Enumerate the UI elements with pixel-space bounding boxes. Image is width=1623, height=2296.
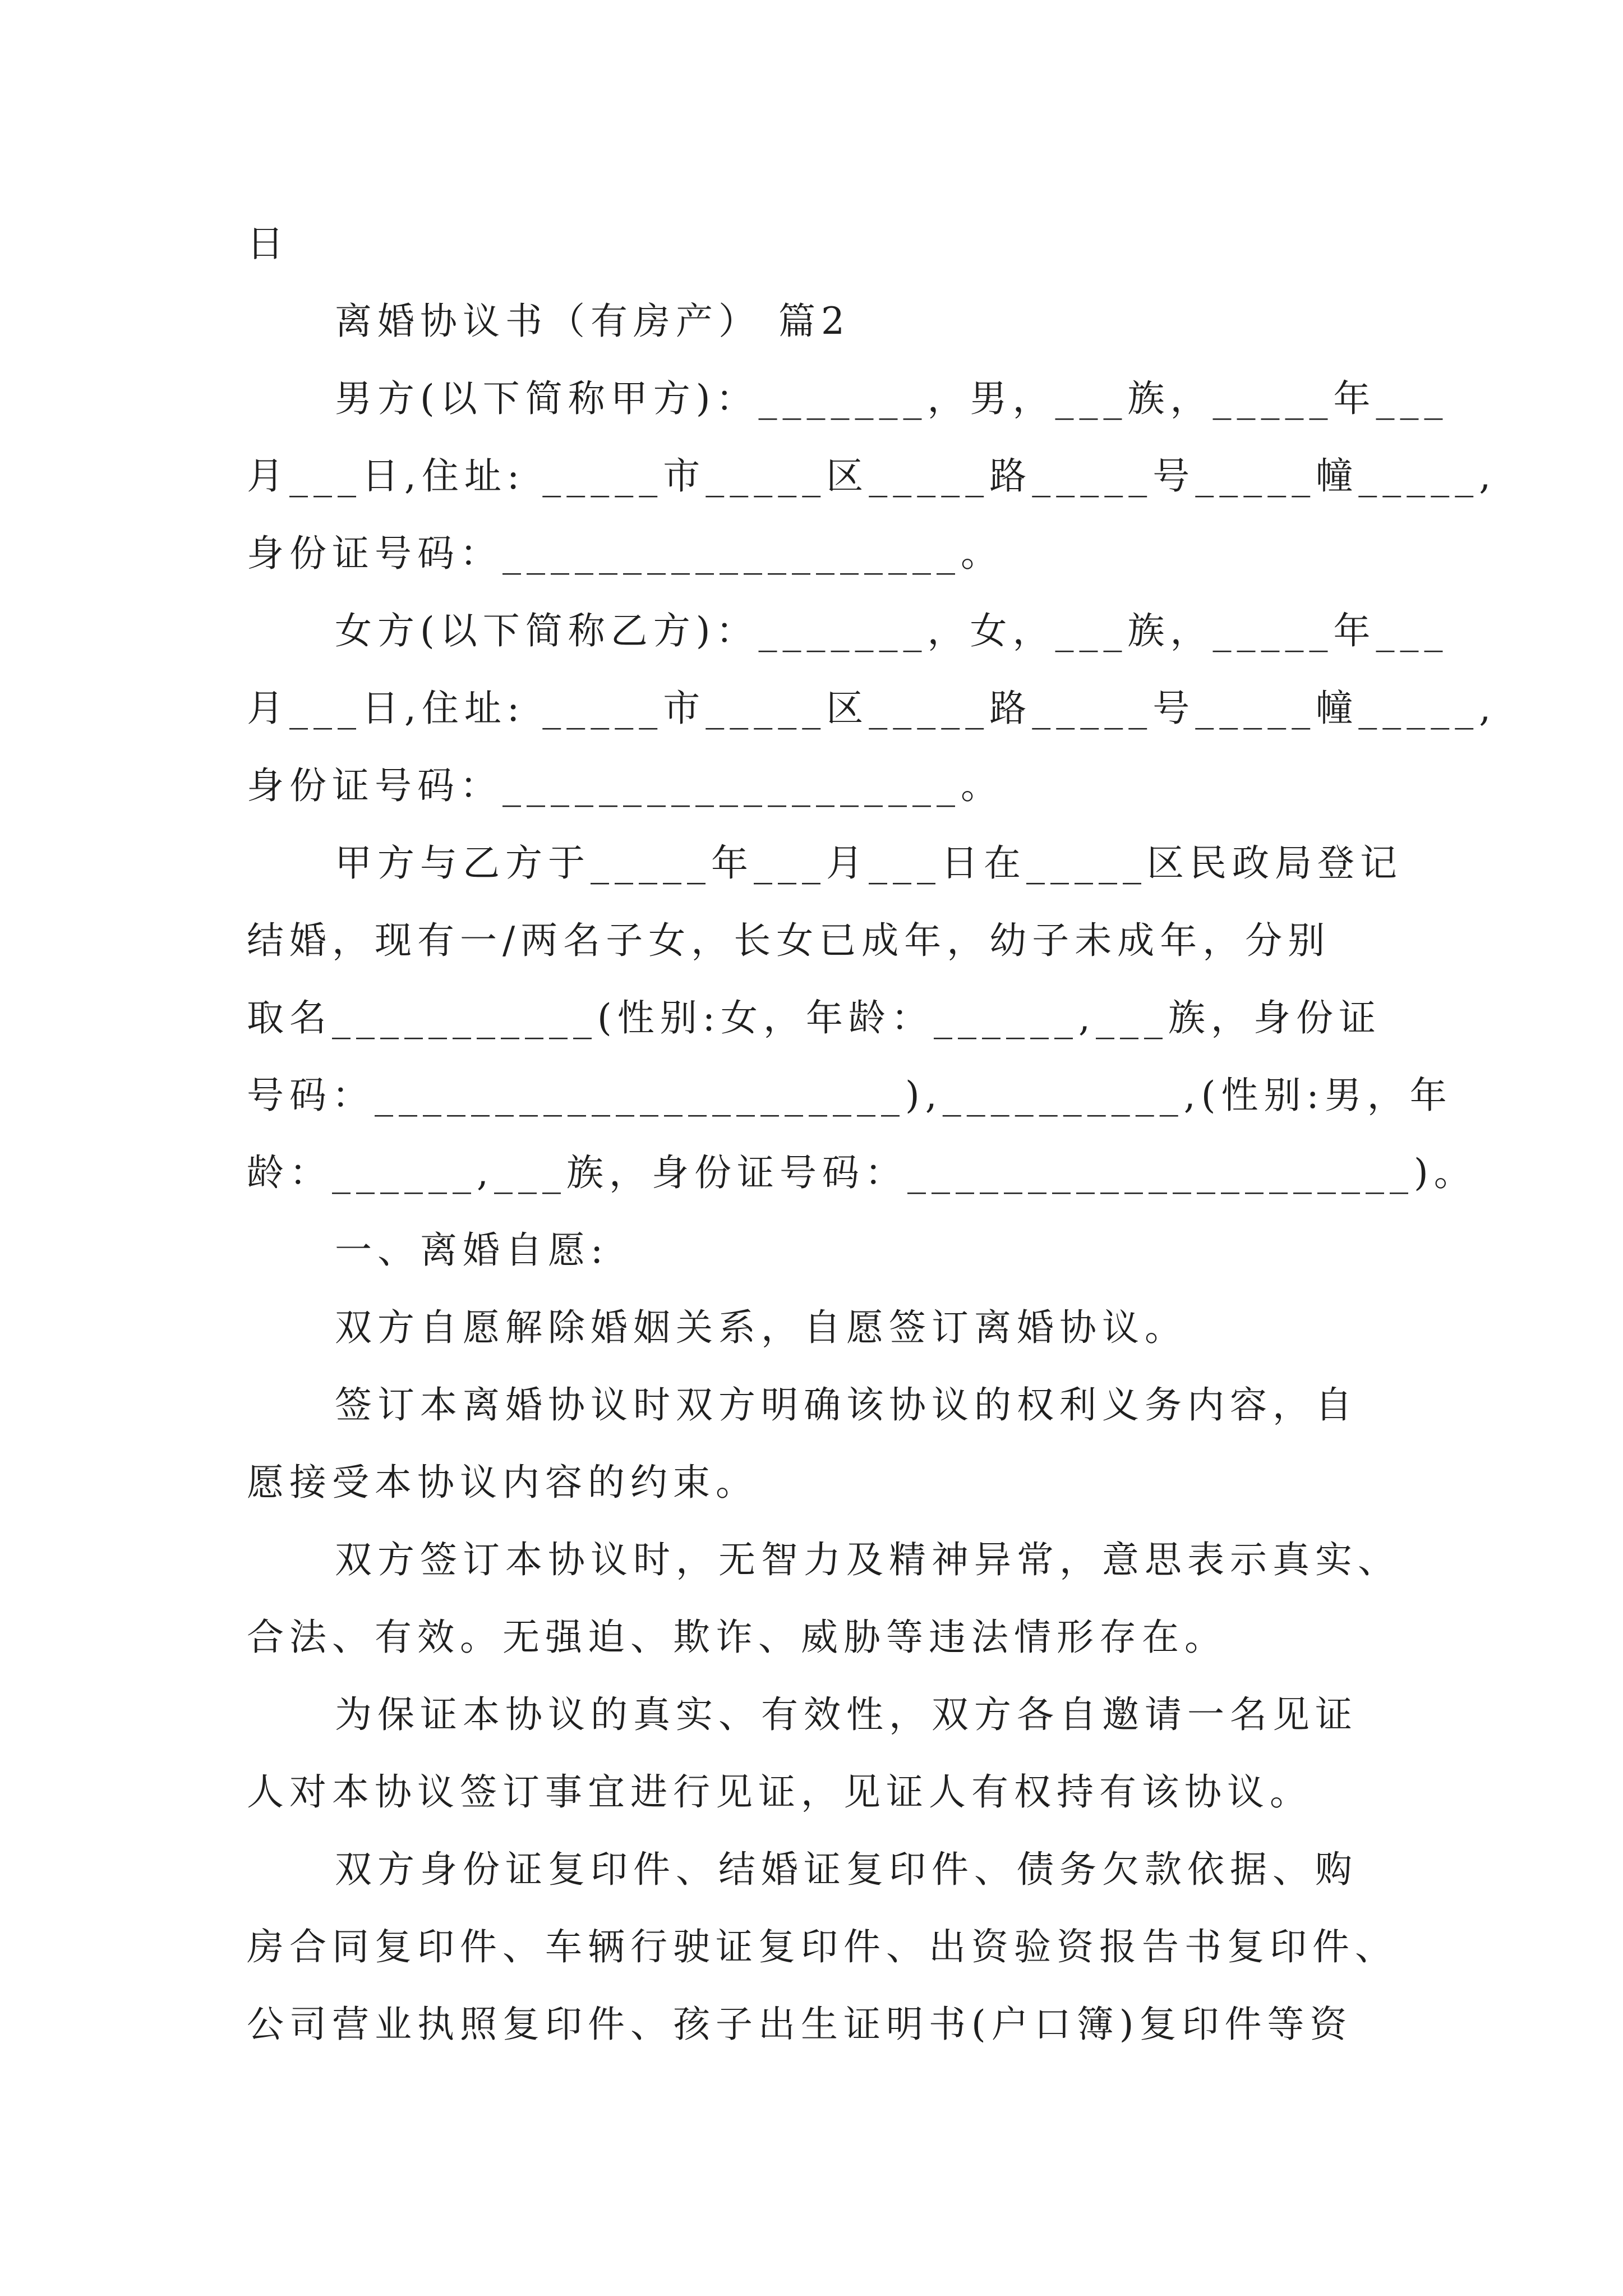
- text-line: 女方(以下简称乙方)：_______，女，___族，_____年___: [335, 609, 1449, 652]
- text-line: 甲方与乙方于_____年___月___日在_____区民政局登记: [335, 841, 1403, 885]
- text-line: 取名___________(性别:女，年龄：______,___族，身份证: [247, 996, 1381, 1039]
- text-line: 龄：______,___族，身份证号码：_____________________)。: [247, 1151, 1477, 1194]
- text-line: 号码：______________________),__________,(性别:男，年: [247, 1074, 1453, 1117]
- text-line: 公司营业执照复印件、孩子出生证明书(户口簿)复印件等资: [247, 2003, 1353, 2046]
- text-line: 双方自愿解除婚姻关系，自愿签订离婚协议。: [335, 1306, 1187, 1349]
- text-line: 日: [247, 222, 289, 265]
- text-line: 签订本离婚协议时双方明确该协议的权利义务内容，自: [335, 1383, 1358, 1427]
- text-line: 身份证号码：___________________。: [247, 532, 1003, 575]
- text-line: 结婚，现有一/两名子女，长女已成年，幼子未成年，分别: [247, 919, 1331, 962]
- text-line: 月___日,住址: _____市_____区_____路_____号_____幢_____,: [247, 687, 1497, 730]
- text-line: 男方(以下简称甲方)：_______，男，___族，_____年___: [335, 377, 1449, 420]
- text-line: 身份证号码：___________________。: [247, 764, 1003, 807]
- text-line: 房合同复印件、车辆行驶证复印件、出资验资报告书复印件、: [247, 1925, 1398, 1968]
- text-line: 愿接受本协议内容的约束。: [247, 1461, 758, 1504]
- text-line: 合法、有效。无强迫、欺诈、威胁等违法情形存在。: [247, 1616, 1227, 1659]
- text-line: 为保证本协议的真实、有效性，双方各自邀请一名见证: [335, 1693, 1358, 1736]
- text-line: 月___日,住址: _____市_____区_____路_____号_____幢_____,: [247, 454, 1497, 498]
- text-line: 双方签订本协议时，无智力及精神异常，意思表示真实、: [335, 1538, 1400, 1581]
- text-line: 双方身份证复印件、结婚证复印件、债务欠款依据、购: [335, 1848, 1358, 1891]
- section-heading: 离婚协议书（有房产） 篇2: [335, 300, 850, 343]
- text-line: 人对本协议签订事宜进行见证，见证人有权持有该协议。: [247, 1770, 1312, 1814]
- section-heading: 一、离婚自愿:: [335, 1228, 609, 1272]
